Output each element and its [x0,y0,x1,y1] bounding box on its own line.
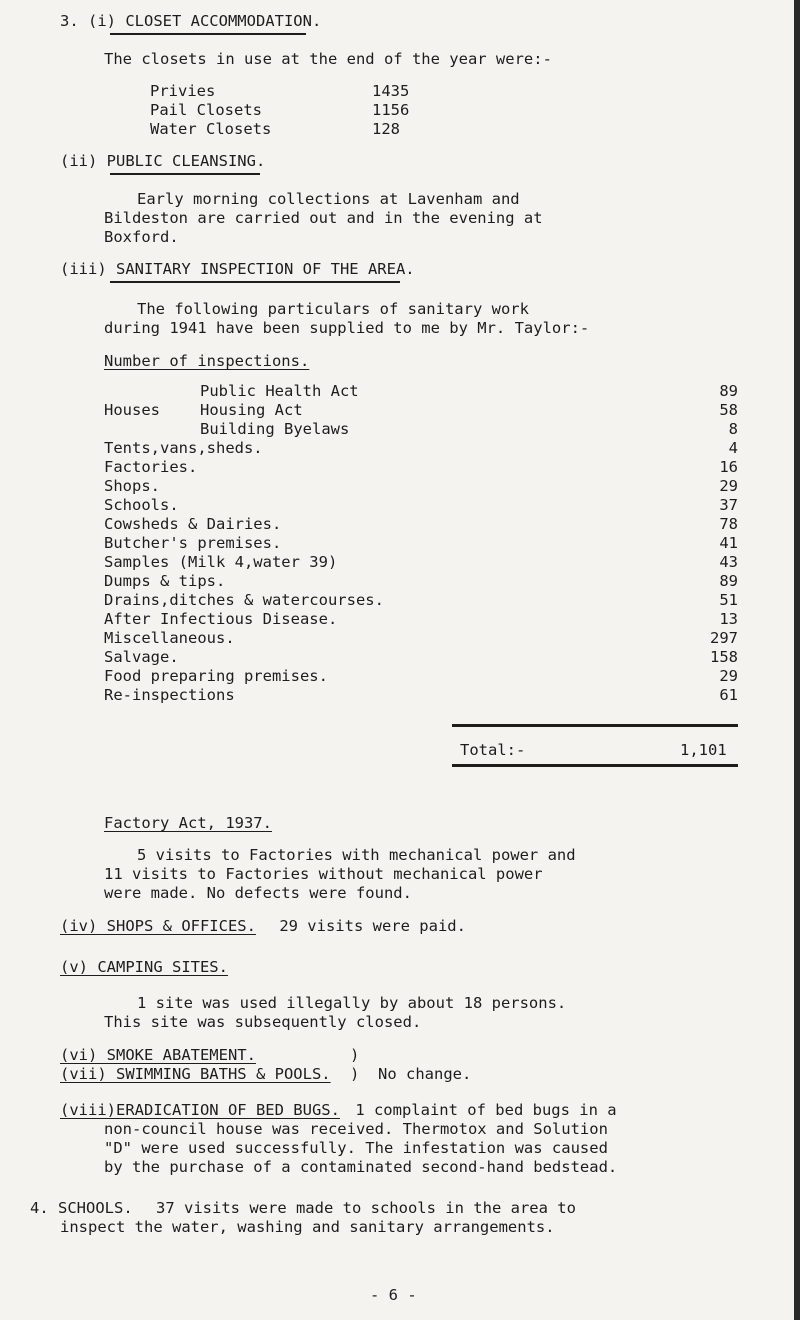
schools-line: inspect the water, washing and sanitary arrangements. [60,1218,555,1236]
factory-heading: Factory Act, 1937. [104,814,272,832]
public-cleansing-heading: (ii) PUBLIC CLEANSING. [60,152,266,170]
inspection-value: 61 [719,686,738,704]
factory-line: 5 visits to Factories with mechanical power and [137,846,576,864]
inspection-label: Tents,vans,sheds. [104,439,263,457]
inspection-label: After Infectious Disease. [104,610,338,628]
inspection-value: 297 [710,629,738,647]
inspection-value: 13 [719,610,738,628]
factory-line: were made. No defects were found. [104,884,412,902]
inspection-label: Samples (Milk 4,water 39) [104,553,338,571]
inspection-label: Public Health Act [200,382,359,400]
bugs-line: 1 complaint of bed bugs in a [355,1101,617,1119]
closets-intro: The closets in use at the end of the year were:- [104,50,552,68]
bugs-line: non-council house was received. Thermotox and Solution [104,1120,608,1138]
swimming-heading: (vii) SWIMMING BATHS & POOLS. [60,1065,331,1083]
inspection-label: Housing Act [200,401,303,419]
closets-heading: 3. (i) CLOSET ACCOMMODATION. [60,12,322,30]
shops-text: 29 visits were paid. [279,917,466,935]
factory-line: 11 visits to Factories without mechanical power [104,865,543,883]
inspection-label: Factories. [104,458,198,476]
inspection-label: Drains,ditches & watercourses. [104,591,384,609]
total-label: Total:- [460,741,526,759]
brace: ) [350,1065,360,1083]
total-rule-top [452,724,738,727]
bugs-line: by the purchase of a contaminated second-hand bedstead. [104,1158,618,1176]
inspection-label: Building Byelaws [200,420,350,438]
heading-underline [110,173,260,175]
inspection-label: Food preparing premises. [104,667,328,685]
public-cleansing-line: Bildeston are carried out and in the evening at [104,209,543,227]
houses-label: Houses [104,401,160,419]
sanitary-heading: (iii) SANITARY INSPECTION OF THE AREA. [60,260,415,278]
schools-line: 37 visits were made to schools in the area to [156,1199,576,1217]
bugs-line: "D" were used successfully. The infestation was caused [104,1139,608,1157]
inspection-value: 37 [719,496,738,514]
schools-heading: 4. SCHOOLS. [30,1199,133,1217]
public-cleansing-line: Early morning collections at Lavenham and [137,190,520,208]
smoke-heading: (vi) SMOKE ABATEMENT. [60,1046,256,1064]
inspection-label: Schools. [104,496,179,514]
heading-underline [110,281,400,283]
camping-line: This site was subsequently closed. [104,1013,422,1031]
inspection-value: 89 [719,572,738,590]
inspection-label: Salvage. [104,648,179,666]
inspection-value: 4 [728,439,738,457]
public-cleansing-line: Boxford. [104,228,179,246]
sanitary-intro-line: The following particulars of sanitary work [137,300,529,318]
sanitary-intro-line: during 1941 have been supplied to me by Mr. Taylor:- [104,319,590,337]
inspection-value: 16 [719,458,738,476]
closet-value: 1156 [372,101,410,119]
shops-heading: (iv) SHOPS & OFFICES. [60,917,256,935]
inspection-value: 43 [719,553,738,571]
brace: ) [350,1046,360,1064]
inspection-label: Butcher's premises. [104,534,282,552]
closet-label: Privies [150,82,216,100]
closet-label: Pail Closets [150,101,262,119]
inspection-value: 89 [719,382,738,400]
inspection-label: Re-inspections [104,686,235,704]
inspection-value: 58 [719,401,738,419]
total-value: 1,101 [680,741,727,759]
heading-underline [110,33,306,35]
inspection-label: Miscellaneous. [104,629,235,647]
page-number: - 6 - [370,1286,417,1304]
closet-value: 128 [372,120,400,138]
camping-heading: (v) CAMPING SITES. [60,958,228,976]
closet-value: 1435 [372,82,410,100]
no-change-text: No change. [378,1065,472,1083]
inspection-value: 29 [719,667,738,685]
inspection-value: 8 [728,420,738,438]
inspection-value: 78 [719,515,738,533]
section-heading-closets [60,12,321,30]
total-rule-bottom [452,764,738,767]
inspection-value: 29 [719,477,738,495]
inspection-value: 158 [710,648,738,666]
inspection-label: Cowsheds & Dairies. [104,515,282,533]
closet-label: Water Closets [150,120,272,138]
inspection-value: 51 [719,591,738,609]
inspection-label: Dumps & tips. [104,572,226,590]
bugs-heading: (viii)ERADICATION OF BED BUGS. [60,1101,340,1119]
inspection-label: Shops. [104,477,160,495]
scan-edge [794,0,800,1320]
inspections-heading: Number of inspections. [104,352,310,370]
camping-line: 1 site was used illegally by about 18 persons. [137,994,567,1012]
inspection-value: 41 [719,534,738,552]
